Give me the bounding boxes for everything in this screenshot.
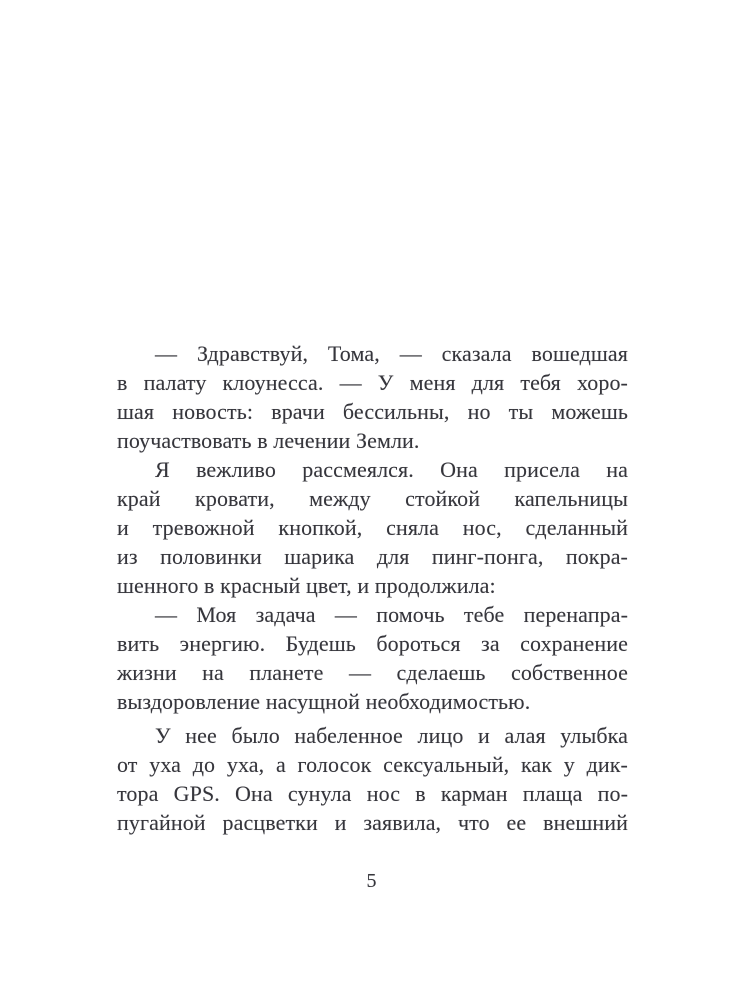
text-line: из половинки шарика для пинг-понга, покра- [117,544,628,569]
text-line: Я вежливо рассмеялся. Она присела на [155,457,628,482]
text-line: — Здравствуй, Тома, — сказала вошедшая [155,341,628,366]
text-line: край кровати, между стойкой капельницы [117,486,628,511]
text-line: поучаствовать в лечении Земли. [117,428,420,453]
page-number: 5 [366,870,377,892]
text-line: жизни на планете — сделаешь собственное [117,660,628,685]
text-line: выздоровление насущной необходимостью. [117,689,531,714]
paragraph [117,600,628,716]
text-line: шенного в красный цвет, и продолжила: [117,573,496,598]
text-line: от уха до уха, а голосок сексуальный, как у дик- [117,752,628,777]
paragraph [117,339,628,455]
text-line: У нее было набеленное лицо и алая улыбка [155,723,628,748]
text-line: шая новость: врачи бессильны, но ты можешь [117,399,628,424]
page-text [117,339,628,837]
text-line: — Моя задача — помочь тебе перенапра- [155,602,628,627]
text-line: в палату клоунесса. — У меня для тебя хоро- [117,370,628,395]
text-line: тора GPS. Она сунула нос в карман плаща по- [117,781,628,806]
text-line: вить энергию. Будешь бороться за сохранение [117,631,628,656]
paragraph [117,455,628,600]
text-line: и тревожной кнопкой, сняла нос, сделанный [117,515,628,540]
text-line: пугайной расцветки и заявила, что ее внешний [117,810,628,835]
paragraph [117,721,628,837]
